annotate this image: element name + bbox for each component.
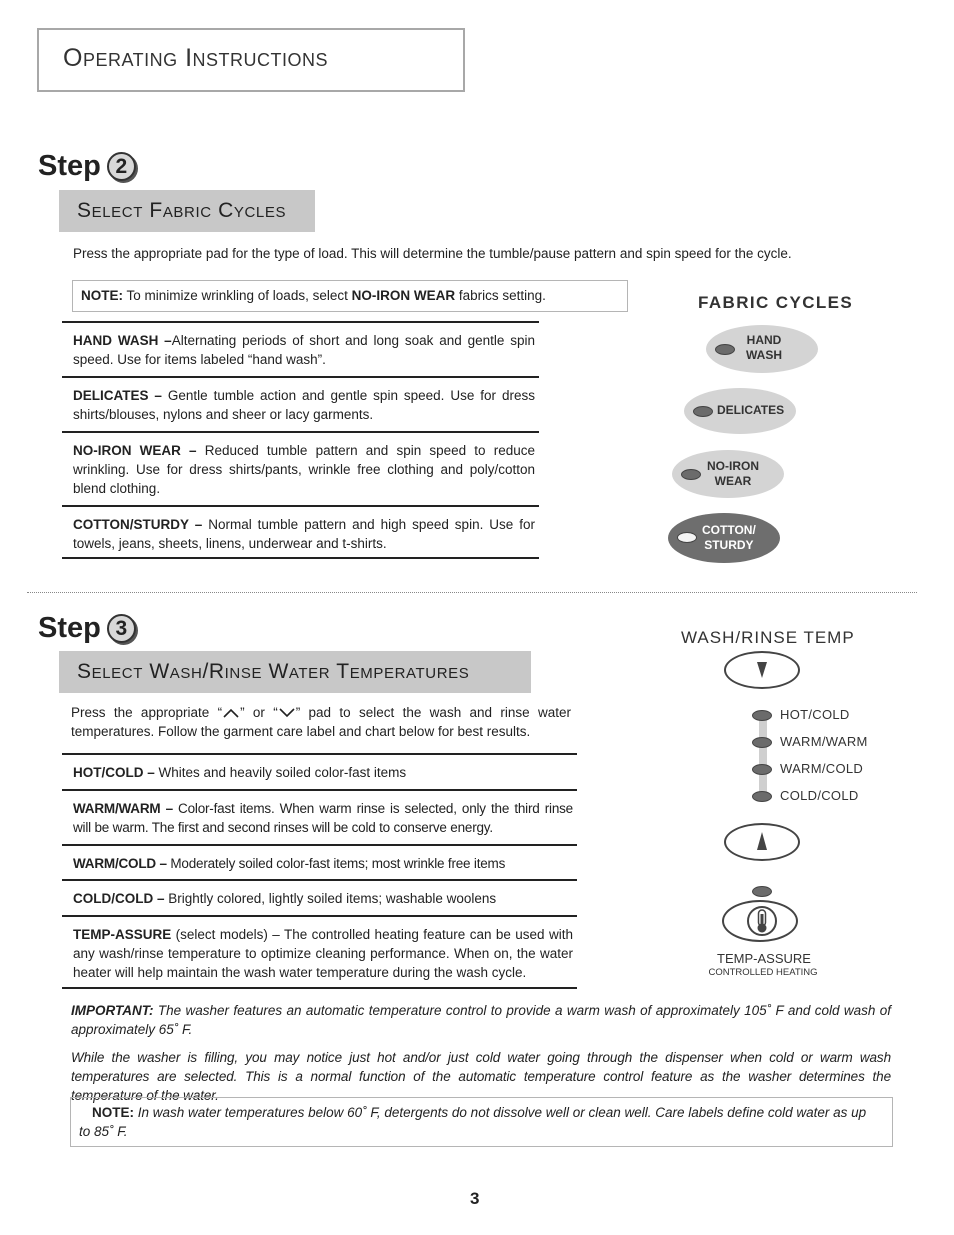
entry-desc: Whites and heavily soiled color-fast items [154,765,407,780]
delicates-button[interactable] [684,388,796,434]
fabric-entry-cotton-sturdy [62,505,539,559]
entry-desc: Reduced tumble pattern and spin speed to reduce wrinkling. Use for dress shirts/pants, wrinkle free clothing and poly/cotton blend clothing. [73,443,536,496]
temp-assure-label: TEMP-ASSURE [717,951,811,966]
step-2-label: Step [38,150,101,182]
entry-term: WARM/COLD – [73,856,167,871]
entry-term-note: (select models) – [171,927,280,942]
temp-label-cold-cold: COLD/COLD [780,788,859,803]
entry-desc: Normal tumble pattern and high speed spin. Use for towels, jeans, sheets, linens, underwear and t-shirts. [73,517,535,551]
step-3-label: Step [38,612,101,644]
important-label: IMPORTANT: [71,1003,154,1018]
note-text-a: To minimize wrinkling of loads, select [123,288,352,303]
section-title-fabric-cycles-text: Select Fabric Cycles [77,199,287,222]
fabric-entry-delicates [62,376,539,431]
temp-entry-warm-cold [62,844,577,879]
button-label-line1: HAND [746,333,782,347]
button-label-line2: STURDY [704,538,754,552]
entry-desc: Color-fast items. When warm rinse is selected, only the third rinse will be warm. The first and second rinses will be cold to conserve energy. [73,801,573,835]
entry-term: NO-IRON WEAR – [73,443,197,458]
warm-cold-indicator-icon [752,764,772,775]
intro-text-b: ” or “ [240,705,278,720]
entry-desc: Brightly colored, lightly soiled items; washable woolens [164,891,497,906]
entry-desc: Alternating periods of short and long soak and gentle spin speed. Use for items labeled “hand wash”. [73,333,536,367]
temp-down-button[interactable] [724,651,800,689]
intro-text-c: ” pad to select the wash and rinse water temperatures. Follow the garment care label and chart below for best results. [71,705,571,739]
temp-entry-hot-cold [62,753,577,789]
entry-term: HOT/COLD – [73,765,155,780]
note-text: In wash water temperatures below 60˚ F, detergents do not dissolve well or clean well. Care labels define cold water as up to 85˚ F. [79,1105,867,1139]
section-title-temperatures [59,651,531,693]
delicates-indicator-icon [693,406,713,417]
important-text: The washer features an automatic temperature control to provide a warm wash of approximately 105˚ F and cold wash of approximately 65˚ F. [71,1003,891,1037]
hot-cold-indicator-icon [752,710,772,721]
temp-indicator-track [759,718,767,796]
note-emphasis: NO-IRON WEAR [351,288,456,303]
entry-desc: The controlled heating feature can be used with any wash/rinse temperature to optimize cleaning performance. When on, the water heater will help maintain the wash water temperature during the wash cycle. [73,927,573,980]
temp-entry-temp-assure [62,915,577,989]
step-2-heading [38,150,136,183]
intro-text-a: Press the appropriate “ [71,705,223,720]
temp-label-warm-cold: WARM/COLD [780,761,864,776]
temp-entry-cold-cold [62,879,577,915]
wash-rinse-panel-title: WASH/RINSE TEMP [681,628,855,647]
page-title-box [37,28,465,92]
note-text-b: fabrics setting. [455,288,546,303]
fabric-cycles-panel-title: FABRIC CYCLES [698,293,854,312]
up-triangle-icon [726,825,798,859]
button-label-line2: WEAR [714,474,752,488]
entry-term: DELICATES – [73,388,162,403]
fabric-entry-no-iron-wear [62,431,539,505]
fabric-intro: Press the appropriate pad for the type of load. This will determine the tumble/pause pattern and spin speed for the cycle. [73,246,792,261]
cold-cold-indicator-icon [752,791,772,802]
entry-term: COTTON/STURDY – [73,517,203,532]
temp-entry-warm-warm [62,789,577,844]
temp-assure-sublabel: CONTROLLED HEATING [708,967,818,978]
button-label-line1: COTTON/ [702,523,756,537]
note-label: NOTE: [81,288,123,303]
hand-wash-indicator-icon [715,344,735,355]
step-2-number: 2 [107,152,136,181]
page-number: 3 [470,1189,480,1208]
important-paragraph [71,1001,891,1039]
button-label-line1: DELICATES [717,403,785,417]
thermometer-icon [724,902,796,940]
up-arrow-icon [222,708,240,718]
entry-term: WARM/WARM – [73,801,173,816]
detergent-note [70,1097,893,1147]
entry-term: TEMP-ASSURE [73,927,172,942]
section-title-fabric-cycles [59,190,315,232]
temp-assure-button[interactable] [722,900,798,942]
temperature-intro [71,703,571,741]
temp-label-warm-warm: WARM/WARM [780,734,868,749]
down-arrow-icon [278,708,296,718]
no-iron-wear-button[interactable] [672,450,784,498]
warm-warm-indicator-icon [752,737,772,748]
section-divider [27,592,917,593]
fabric-entry-hand-wash [62,321,539,376]
fabric-note [72,280,628,312]
page-title: Operating Instructions [63,44,329,72]
entry-desc: Gentle tumble action and gentle spin speed. Use for dress shirts/blouses, nylons and sheer or lacy garments. [73,388,535,422]
section-title-temperatures-text: Select Wash/Rinse Water Temperatures [77,660,470,683]
entry-term: HAND WASH – [73,333,172,348]
hand-wash-button[interactable] [706,325,818,373]
step-3-number: 3 [107,614,136,643]
note-label: NOTE: [92,1105,134,1120]
cotton-sturdy-button[interactable] [668,513,780,563]
temp-label-hot-cold: HOT/COLD [780,707,850,722]
entry-desc: Moderately soiled color-fast items; most wrinkle free items [166,856,506,871]
button-label-line2: WASH [746,348,782,362]
down-triangle-icon [726,653,798,687]
temp-assure-indicator-icon [752,886,772,897]
cotton-sturdy-indicator-icon [677,532,697,543]
temp-up-button[interactable] [724,823,800,861]
filling-paragraph: While the washer is filling, you may notice just hot and/or just cold water going through the dispenser when cold or warm wash temperatures are selected. This is a normal function of the automatic temperature control feature as the washer determines the temperature of the water. [71,1050,891,1103]
step-3-heading [38,612,136,645]
no-iron-wear-indicator-icon [681,469,701,480]
button-label-line1: NO-IRON [707,459,759,473]
entry-term: COLD/COLD – [73,891,165,906]
